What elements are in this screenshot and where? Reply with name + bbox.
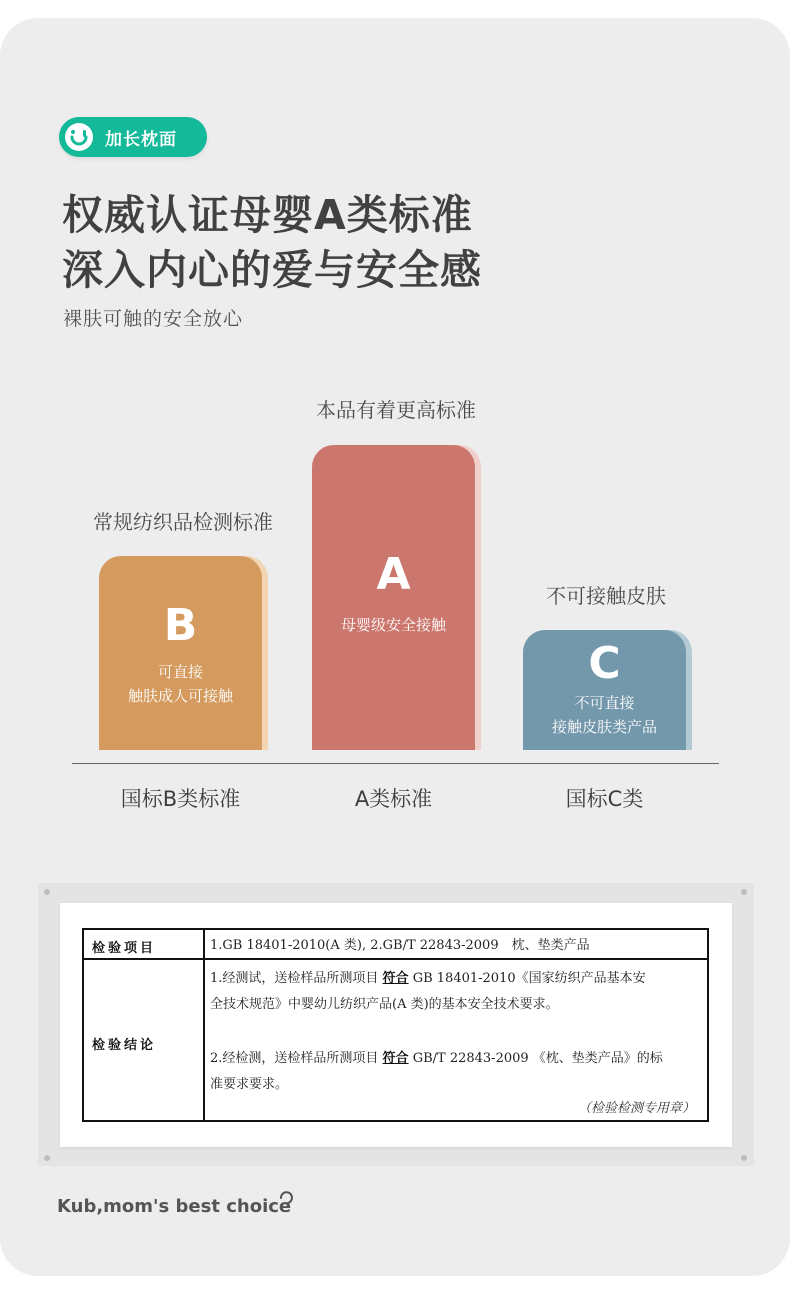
headline-line-1: 权威认证母婴A类标准 <box>62 191 473 239</box>
pin-icon <box>44 889 50 895</box>
bar-c <box>523 630 686 750</box>
baseline-divider <box>72 763 719 764</box>
certificate-table <box>82 928 709 1122</box>
brand-hook-icon <box>278 1190 294 1214</box>
row-label-items: 检验项目 <box>92 941 157 956</box>
conclusion-para-1: 1.经测试，送检样品所测项目 符合 GB 18401-2010《国家纺织产品基本安 <box>210 971 646 986</box>
conclusion-para-2-line-2: 准要求要求。 <box>210 1077 289 1092</box>
bar-a-letter: A <box>376 549 411 600</box>
subtitle: 裸肤可触的安全放心 <box>63 308 244 330</box>
caption-c: 不可接触皮肤 <box>546 584 666 608</box>
certificate-column-divider <box>203 930 205 1120</box>
headline-line-2: 深入内心的爱与安全感 <box>62 246 482 294</box>
bar-c-letter: C <box>588 638 621 689</box>
bar-b-desc-2: 触肤成人可接触 <box>127 687 233 705</box>
pin-icon <box>741 889 747 895</box>
section-tag <box>59 117 207 157</box>
pin-icon <box>741 1155 747 1161</box>
bar-c-desc-2: 接触皮肤类产品 <box>551 718 657 736</box>
bar-a-desc: 母婴级安全接触 <box>340 616 446 634</box>
caption-b: 常规纺织品检测标准 <box>93 510 273 534</box>
row-value-items: 1.GB 18401-2010(A 类), 2.GB/T 22843-2009 枕、垫类产品 <box>210 938 590 953</box>
smile-logo-icon <box>65 123 93 151</box>
label-b: 国标B类标准 <box>120 787 241 811</box>
caption-a: 本品有着更高标准 <box>316 398 476 422</box>
pin-icon <box>44 1155 50 1161</box>
bar-b-letter: B <box>163 600 198 651</box>
bar-a <box>312 445 475 750</box>
official-stamp-text: （检验检测专用章） <box>577 1101 695 1116</box>
bar-b <box>99 556 262 750</box>
section-tag-label: 加长枕面 <box>105 129 177 150</box>
label-c: 国标C类 <box>565 787 644 811</box>
conclusion-para-1-line-2: 全技术规范》中婴幼儿纺织产品(A 类)的基本安全技术要求。 <box>210 997 559 1012</box>
bar-b-desc-1: 可直接 <box>157 663 203 681</box>
conclusion-para-2: 2.经检测，送检样品所测项目 符合 GB/T 22843-2009 《枕、垫类产品》的标 <box>210 1051 663 1066</box>
bar-c-desc-1: 不可直接 <box>574 694 635 712</box>
label-a: A类标准 <box>354 787 433 811</box>
row-label-conclusion: 检验结论 <box>92 1038 157 1053</box>
brand-slogan: Kub,mom's best choice <box>57 1196 292 1217</box>
